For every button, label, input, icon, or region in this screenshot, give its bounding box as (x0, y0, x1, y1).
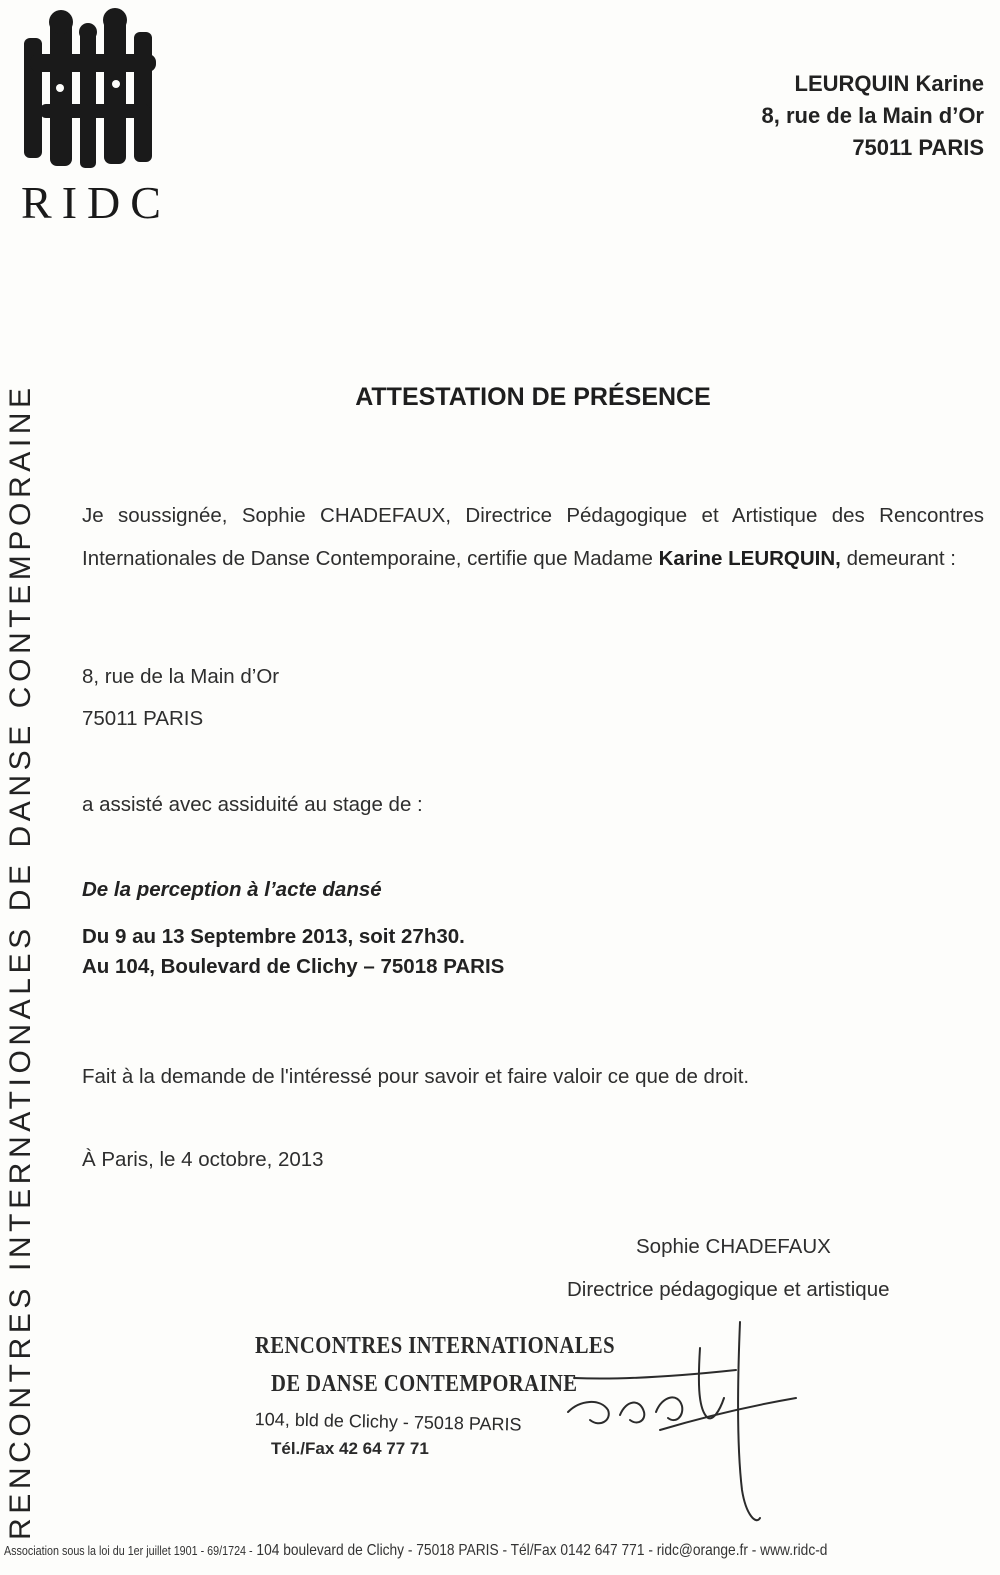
document-title: ATTESTATION DE PRÉSENCE (355, 383, 711, 411)
recipient-city: 75011 PARIS (852, 135, 984, 160)
participant-name: Karine LEURQUIN, (658, 547, 841, 570)
course-dates: Du 9 au 13 Septembre 2013, soit 27h30. (82, 925, 465, 948)
participant-address-line1: 8, rue de la Main d’Or (82, 665, 280, 688)
course-title: De la perception à l’acte dansé (82, 878, 382, 901)
recipient-address (761, 68, 984, 164)
footer-address: 104 boulevard de Clichy - 75018 PARIS - Tél/Fax 0142 647 771 - ridc@orange.fr - www.ridc-d (256, 1542, 828, 1559)
stamp-line1: RENCONTRES INTERNATIONALES (255, 1333, 616, 1359)
footer-legal: Association sous la loi du 1er juillet 1901 - 69/1724 - (4, 1544, 253, 1558)
handwritten-signature (560, 1320, 800, 1530)
certification-paragraph (82, 494, 984, 580)
course-details (82, 922, 504, 982)
closing-statement: Fait à la demande de l'intéressé pour savoir et faire valoir ce que de droit. (82, 1065, 750, 1088)
stamp-line2: DE DANSE CONTEMPORAINE (271, 1371, 578, 1397)
attendance-statement: a assisté avec assiduité au stage de : (82, 793, 423, 816)
intro-end: demeurant : (846, 547, 956, 570)
footer (4, 1542, 950, 1560)
stamp-line3: 104, bld de Clichy - 75018 PARIS (254, 1409, 522, 1435)
course-location: Au 104, Boulevard de Clichy – 75018 PARIS (82, 955, 505, 978)
side-organization-name: RENCONTRES INTERNATIONALES DE DANSE CONTEMPORAINE (4, 383, 37, 1540)
place-and-date: À Paris, le 4 octobre, 2013 (82, 1148, 324, 1171)
signatory-title: Directrice pédagogique et artistique (567, 1278, 890, 1301)
signatory-name: Sophie CHADEFAUX (636, 1235, 831, 1258)
recipient-name: LEURQUIN Karine (794, 71, 984, 96)
logo-wordmark: RIDC (21, 177, 171, 228)
intro-text: Je soussignée, Sophie CHADEFAUX, Directrice Pédagogique et Artistique des Rencontres Internationales de Danse Contemporaine, certifie que Madame (82, 504, 984, 570)
recipient-street: 8, rue de la Main d’Or (761, 103, 984, 128)
stamp-line4: Tél./Fax 42 64 77 71 (271, 1439, 429, 1458)
participant-address-line2: 75011 PARIS (82, 707, 204, 730)
